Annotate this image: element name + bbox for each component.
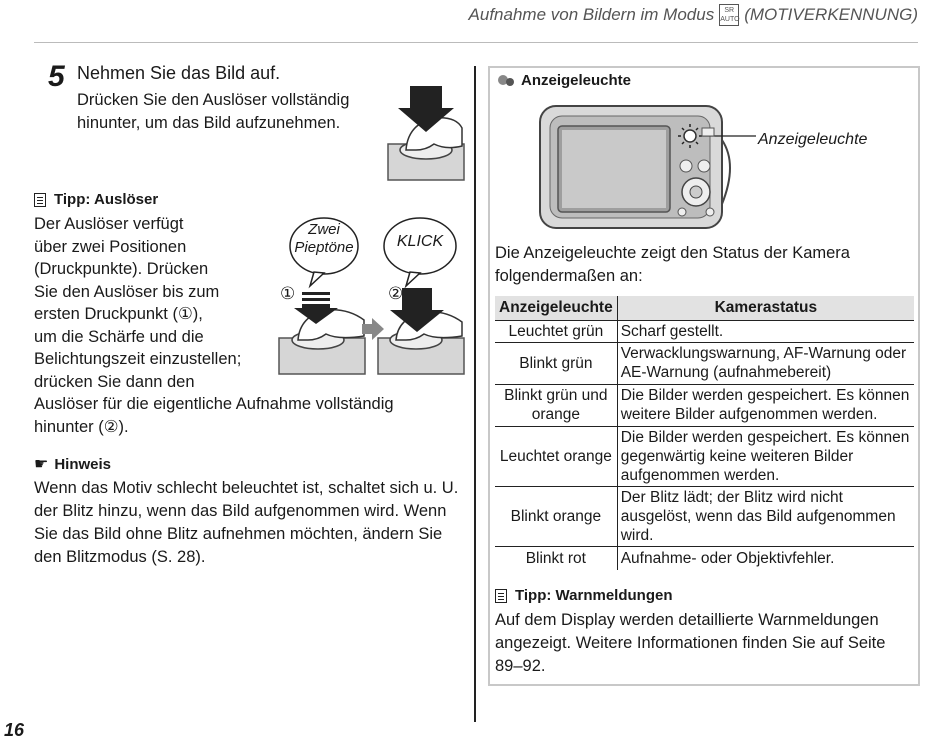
indicator-panel-heading: Anzeigeleuchte bbox=[498, 72, 631, 89]
step-text: Drücken Sie den Auslöser vollständig hinunter, um das Bild aufzunehmen. bbox=[77, 91, 350, 132]
column-header-status: Kamerastatus bbox=[617, 296, 914, 320]
tip-note-icon bbox=[495, 589, 507, 603]
table-row bbox=[495, 342, 914, 384]
bubble-two-beeps: Zwei Pieptöne bbox=[294, 221, 354, 256]
note-text: Wenn das Motiv schlecht beleuchtet ist, schaltet sich u. U. der Blitz hinzu, wenn das Bild aufgenommen wird. Wenn Sie das Bild ohne Blitz aufnehmen möchten, ändern Sie den Blitzmodus (S. 28). bbox=[34, 479, 459, 566]
tip-warnings-text: Auf dem Display werden detaillierte Warnmeldungen angezeigt. Weitere Informationen finden Sie auf Seite 89–92. bbox=[495, 611, 886, 675]
status-cell: Scharf gestellt. bbox=[617, 320, 914, 342]
tip-shutter-text: Der Auslöser verfügt über zwei Positionen (Druckpunkte). Drücken Sie den Auslöser bis zum ersten Druckpunkt (①), um die Schärfe und die Belichtungszeit einzustellen; drücken Sie dann den Auslöser für die eigentliche Aufnahme vollständig hinunter (②). bbox=[34, 215, 394, 436]
table-header-row bbox=[495, 296, 914, 320]
status-cell: Aufnahme- oder Objektivfehler. bbox=[620, 549, 835, 567]
lamp-cell: Blinkt orange bbox=[495, 486, 617, 546]
note-heading: ☛ Hinweis bbox=[34, 455, 112, 473]
indicator-lamp-panel bbox=[488, 66, 920, 686]
marker-two: ② bbox=[388, 284, 404, 303]
camera-indicator-label: Anzeigeleuchte bbox=[758, 131, 868, 148]
header-divider bbox=[34, 42, 918, 43]
lamp-cell: Blinkt grün bbox=[495, 342, 617, 384]
lamp-cell: Blinkt grün und orange bbox=[495, 384, 617, 426]
marker-one: ① bbox=[280, 284, 296, 303]
tip-warnings-heading: Tipp: Warnmeldungen bbox=[495, 587, 673, 604]
info-dots-icon bbox=[498, 75, 516, 87]
page-number: 16 bbox=[4, 720, 25, 740]
header-title-prefix: Aufnahme von Bildern im Modus bbox=[468, 5, 715, 24]
status-cell: Verwacklungswarnung, AF-Warnung oder AE-Warnung (aufnahmebereit) bbox=[617, 342, 914, 384]
lamp-cell: Leuchtet orange bbox=[495, 426, 617, 486]
column-header-lamp: Anzeigeleuchte bbox=[495, 296, 617, 320]
shutter-press-illustration bbox=[386, 84, 466, 184]
tip-shutter-heading: Tipp: Auslöser bbox=[34, 191, 158, 208]
pointing-hand-icon: ☛ bbox=[34, 456, 49, 473]
camera-back-illustration bbox=[538, 104, 758, 230]
status-cell: Die Bilder werden gespeichert. Es können weitere Bilder aufgenommen werden. bbox=[617, 384, 914, 426]
bubble-click: KLICK bbox=[396, 233, 444, 250]
table-row bbox=[495, 546, 914, 570]
indicator-status-table bbox=[495, 296, 914, 570]
table-row bbox=[495, 426, 914, 486]
step-title: Nehmen Sie das Bild auf. bbox=[77, 63, 281, 83]
table-row bbox=[495, 384, 914, 426]
status-cell: Die Bilder werden gespeichert. Es können gegenwärtig keine weiteren Bilder aufgenommen werden. bbox=[617, 426, 914, 486]
sr-auto-mode-icon: SR AUTO bbox=[719, 4, 739, 26]
tip-note-icon bbox=[34, 193, 46, 207]
table-row bbox=[495, 320, 914, 342]
header-title-suffix: (MOTIVERKENNUNG) bbox=[744, 5, 918, 24]
lamp-cell: Leuchtet grün bbox=[495, 320, 617, 342]
lamp-cell: Blinkt rot bbox=[495, 546, 617, 570]
column-divider bbox=[474, 66, 476, 722]
page-header bbox=[469, 4, 918, 26]
indicator-intro-text: Die Anzeigeleuchte zeigt den Status der Kamera folgendermaßen an: bbox=[495, 244, 850, 285]
step-number: 5 bbox=[48, 60, 65, 93]
table-row bbox=[495, 486, 914, 546]
status-cell: Der Blitz lädt; der Blitz wird nicht ausgelöst, wenn das Bild aufgenommen wird. bbox=[617, 486, 914, 546]
